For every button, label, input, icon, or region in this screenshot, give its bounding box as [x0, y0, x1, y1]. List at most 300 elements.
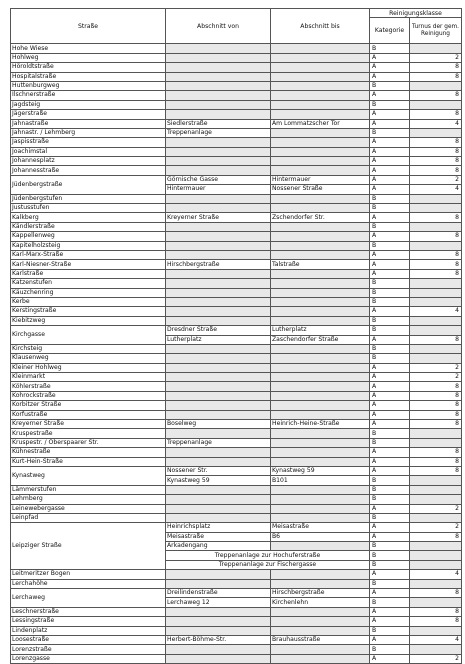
section-note-cell: Treppenanlage zur Hochuferstraße: [166, 551, 370, 560]
street-name-cell: Lerchaweg: [11, 589, 166, 608]
street-name-cell: Lorenzgasse: [11, 654, 166, 663]
category-cell: A: [370, 570, 410, 579]
cleaning-frequency-cell: 2: [410, 654, 462, 663]
section-to-cell: [271, 110, 370, 119]
section-to-cell: Talstraße: [271, 260, 370, 269]
section-to-cell: [271, 429, 370, 438]
cleaning-frequency-cell: [410, 279, 462, 288]
category-cell: B: [370, 241, 410, 250]
section-from-cell: Siedlerstraße: [166, 119, 271, 128]
category-cell: B: [370, 438, 410, 447]
section-from-cell: Dresdner Straße: [166, 326, 271, 335]
street-name-cell: Kynastweg: [11, 466, 166, 485]
section-from-cell: Boselweg: [166, 420, 271, 429]
table-row: [11, 53, 462, 62]
cleaning-frequency-cell: 2: [410, 175, 462, 184]
cleaning-frequency-cell: 2: [410, 363, 462, 372]
section-to-cell: Brauhausstraße: [271, 636, 370, 645]
section-from-cell: Treppenanlage: [166, 128, 271, 137]
cleaning-frequency-cell: [410, 626, 462, 635]
street-name-cell: Klausenweg: [11, 354, 166, 363]
table-row: [11, 297, 462, 306]
cleaning-frequency-cell: 4: [410, 636, 462, 645]
table-row: [11, 326, 462, 335]
section-from-cell: Nossener Str.: [166, 466, 271, 475]
category-cell: A: [370, 401, 410, 410]
table-row: [11, 617, 462, 626]
category-cell: B: [370, 354, 410, 363]
cleaning-frequency-cell: 8: [410, 166, 462, 175]
category-cell: A: [370, 138, 410, 147]
cleaning-frequency-cell: 8: [410, 260, 462, 269]
cleaning-frequency-cell: 8: [410, 589, 462, 598]
cleaning-frequency-cell: 8: [410, 457, 462, 466]
section-from-cell: Heinrichsplatz: [166, 523, 271, 532]
cleaning-frequency-cell: 8: [410, 391, 462, 400]
section-to-cell: [271, 138, 370, 147]
header-turnus: Turnus der gem. Reinigung: [410, 18, 462, 44]
category-cell: A: [370, 91, 410, 100]
cleaning-frequency-cell: 8: [410, 269, 462, 278]
section-to-cell: [271, 654, 370, 663]
cleaning-frequency-cell: 8: [410, 466, 462, 475]
section-from-cell: Lerchaweg 12: [166, 598, 271, 607]
category-cell: A: [370, 166, 410, 175]
street-name-cell: Huttenburgweg: [11, 81, 166, 90]
street-name-cell: Lehmberg: [11, 495, 166, 504]
table-row: [11, 438, 462, 447]
category-cell: A: [370, 607, 410, 616]
section-to-cell: [271, 438, 370, 447]
section-to-cell: [271, 147, 370, 156]
category-cell: B: [370, 316, 410, 325]
header-strasse: Straße: [11, 9, 166, 44]
section-to-cell: [271, 269, 370, 278]
street-name-cell: Kleiner Hohlweg: [11, 363, 166, 372]
cleaning-frequency-cell: [410, 598, 462, 607]
section-to-cell: [271, 44, 370, 53]
category-cell: B: [370, 44, 410, 53]
table-row: [11, 63, 462, 72]
category-cell: A: [370, 157, 410, 166]
street-name-cell: Lämmerstufen: [11, 485, 166, 494]
cleaning-frequency-cell: [410, 241, 462, 250]
section-to-cell: [271, 344, 370, 353]
section-to-cell: B101: [271, 476, 370, 485]
street-name-cell: Leinewebergasse: [11, 504, 166, 513]
street-name-cell: Höroldtstraße: [11, 63, 166, 72]
section-to-cell: [271, 288, 370, 297]
section-to-cell: [271, 194, 370, 203]
category-cell: A: [370, 260, 410, 269]
street-name-cell: Jagdsteig: [11, 100, 166, 109]
cleaning-frequency-cell: 8: [410, 63, 462, 72]
section-from-cell: [166, 410, 271, 419]
section-to-cell: B6: [271, 532, 370, 541]
table-row: [11, 645, 462, 654]
cleaning-frequency-cell: 4: [410, 119, 462, 128]
cleaning-frequency-cell: 8: [410, 72, 462, 81]
category-cell: B: [370, 579, 410, 588]
table-row: [11, 466, 462, 475]
section-from-cell: Hintermauer: [166, 185, 271, 194]
street-name-cell: Loosestraße: [11, 636, 166, 645]
cleaning-frequency-cell: 8: [410, 448, 462, 457]
section-to-cell: [271, 626, 370, 635]
street-name-cell: Jaspisstraße: [11, 138, 166, 147]
category-cell: A: [370, 654, 410, 663]
category-cell: A: [370, 185, 410, 194]
section-from-cell: [166, 222, 271, 231]
cleaning-frequency-cell: [410, 194, 462, 203]
section-to-cell: [271, 157, 370, 166]
street-name-cell: Katzenstufen: [11, 279, 166, 288]
cleaning-frequency-cell: [410, 204, 462, 213]
street-name-cell: Kerstingstraße: [11, 307, 166, 316]
section-to-cell: [271, 241, 370, 250]
section-to-cell: [271, 363, 370, 372]
cleaning-frequency-cell: [410, 222, 462, 231]
table-row: [11, 589, 462, 598]
category-cell: A: [370, 269, 410, 278]
table-row: [11, 523, 462, 532]
category-cell: B: [370, 100, 410, 109]
table-row: [11, 166, 462, 175]
header-abschnitt-bis: Abschnitt bis: [271, 9, 370, 44]
section-from-cell: [166, 391, 271, 400]
cleaning-frequency-cell: 2: [410, 504, 462, 513]
category-cell: B: [370, 513, 410, 522]
street-name-cell: Johannesplatz: [11, 157, 166, 166]
section-from-cell: Herbert-Böhme-Str.: [166, 636, 271, 645]
category-cell: B: [370, 297, 410, 306]
street-name-cell: Jüdenbergstraße: [11, 175, 166, 194]
section-to-cell: [271, 91, 370, 100]
category-cell: A: [370, 523, 410, 532]
section-from-cell: [166, 147, 271, 156]
table-row: [11, 448, 462, 457]
section-to-cell: [271, 354, 370, 363]
cleaning-frequency-cell: 8: [410, 213, 462, 222]
cleaning-frequency-cell: [410, 100, 462, 109]
section-from-cell: [166, 448, 271, 457]
section-from-cell: [166, 269, 271, 278]
category-cell: A: [370, 250, 410, 259]
category-cell: A: [370, 72, 410, 81]
street-name-cell: Leinpfad: [11, 513, 166, 522]
category-cell: B: [370, 495, 410, 504]
section-to-cell: [271, 316, 370, 325]
section-from-cell: [166, 363, 271, 372]
street-name-cell: Korbitzer Straße: [11, 401, 166, 410]
category-cell: A: [370, 617, 410, 626]
table-row: [11, 495, 462, 504]
section-from-cell: [166, 53, 271, 62]
street-name-cell: Kirchgasse: [11, 326, 166, 345]
table-row: [11, 382, 462, 391]
category-cell: A: [370, 232, 410, 241]
street-name-cell: Leipziger Straße: [11, 523, 166, 570]
section-to-cell: [271, 204, 370, 213]
section-from-cell: [166, 495, 271, 504]
cleaning-frequency-cell: 8: [410, 382, 462, 391]
category-cell: B: [370, 326, 410, 335]
table-row: [11, 110, 462, 119]
cleaning-frequency-cell: [410, 485, 462, 494]
category-cell: B: [370, 204, 410, 213]
section-to-cell: [271, 504, 370, 513]
street-name-cell: Kirchsteig: [11, 344, 166, 353]
category-cell: B: [370, 626, 410, 635]
street-name-cell: Leitmeritzer Bogen: [11, 570, 166, 579]
cleaning-frequency-cell: 4: [410, 307, 462, 316]
cleaning-frequency-cell: 2: [410, 53, 462, 62]
cleaning-frequency-cell: [410, 438, 462, 447]
section-from-cell: [166, 166, 271, 175]
category-cell: A: [370, 532, 410, 541]
cleaning-frequency-cell: [410, 579, 462, 588]
section-to-cell: [271, 100, 370, 109]
category-cell: B: [370, 542, 410, 551]
section-from-cell: [166, 316, 271, 325]
section-to-cell: [271, 617, 370, 626]
cleaning-frequency-cell: [410, 495, 462, 504]
cleaning-frequency-cell: 8: [410, 91, 462, 100]
section-to-cell: [271, 579, 370, 588]
cleaning-frequency-cell: [410, 288, 462, 297]
street-name-cell: Kiebitzweg: [11, 316, 166, 325]
cleaning-frequency-cell: 8: [410, 420, 462, 429]
section-from-cell: Treppenanlage: [166, 438, 271, 447]
street-name-cell: Hospitalstraße: [11, 72, 166, 81]
section-to-cell: [271, 53, 370, 62]
section-from-cell: [166, 373, 271, 382]
section-from-cell: [166, 617, 271, 626]
table-row: [11, 100, 462, 109]
table-row: [11, 232, 462, 241]
section-from-cell: [166, 232, 271, 241]
section-to-cell: [271, 495, 370, 504]
section-to-cell: [271, 401, 370, 410]
section-from-cell: [166, 579, 271, 588]
section-from-cell: Hirschbergstraße: [166, 260, 271, 269]
table-row: [11, 250, 462, 259]
table-row: [11, 260, 462, 269]
table-row: [11, 391, 462, 400]
section-from-cell: [166, 485, 271, 494]
cleaning-frequency-cell: 8: [410, 147, 462, 156]
category-cell: A: [370, 457, 410, 466]
section-to-cell: [271, 382, 370, 391]
category-cell: B: [370, 551, 410, 560]
category-cell: B: [370, 598, 410, 607]
cleaning-frequency-cell: [410, 44, 462, 53]
table-row: [11, 373, 462, 382]
street-name-cell: Kühnestraße: [11, 448, 166, 457]
street-name-cell: Kalkberg: [11, 213, 166, 222]
section-from-cell: [166, 250, 271, 259]
cleaning-frequency-cell: 8: [410, 110, 462, 119]
cleaning-frequency-cell: [410, 128, 462, 137]
category-cell: A: [370, 373, 410, 382]
street-name-cell: Karl-Marx-Straße: [11, 250, 166, 259]
section-from-cell: Kreyerner Straße: [166, 213, 271, 222]
category-cell: A: [370, 53, 410, 62]
table-row: [11, 241, 462, 250]
section-to-cell: [271, 297, 370, 306]
street-name-cell: Lerchahöhe: [11, 579, 166, 588]
section-from-cell: [166, 279, 271, 288]
table-row: [11, 157, 462, 166]
section-from-cell: [166, 91, 271, 100]
table-row: [11, 307, 462, 316]
cleaning-frequency-cell: [410, 560, 462, 569]
category-cell: B: [370, 279, 410, 288]
street-name-cell: Kapitelholzsteig: [11, 241, 166, 250]
section-to-cell: Am Lommatzscher Tor: [271, 119, 370, 128]
section-from-cell: [166, 81, 271, 90]
cleaning-frequency-cell: 8: [410, 617, 462, 626]
table-row: [11, 91, 462, 100]
section-from-cell: [166, 204, 271, 213]
street-name-cell: Hohlweg: [11, 53, 166, 62]
street-name-cell: Hohe Wiese: [11, 44, 166, 53]
cleaning-frequency-cell: 4: [410, 185, 462, 194]
section-from-cell: [166, 607, 271, 616]
header-kategorie: Kategorie: [370, 18, 410, 44]
table-row: [11, 485, 462, 494]
section-to-cell: [271, 307, 370, 316]
category-cell: A: [370, 307, 410, 316]
section-to-cell: [271, 279, 370, 288]
street-name-cell: Lorenzstraße: [11, 645, 166, 654]
cleaning-frequency-cell: 8: [410, 401, 462, 410]
section-from-cell: Dreilindenstraße: [166, 589, 271, 598]
table-row: [11, 626, 462, 635]
street-name-cell: Lessingstraße: [11, 617, 166, 626]
section-from-cell: [166, 570, 271, 579]
street-cleaning-table-page: [10, 8, 461, 664]
street-name-cell: Kreyerner Straße: [11, 420, 166, 429]
section-from-cell: [166, 307, 271, 316]
street-name-cell: Jahnastraße: [11, 119, 166, 128]
category-cell: A: [370, 335, 410, 344]
section-to-cell: [271, 250, 370, 259]
section-from-cell: [166, 138, 271, 147]
section-from-cell: Lutherplatz: [166, 335, 271, 344]
cleaning-frequency-cell: [410, 645, 462, 654]
street-name-cell: Kändlerstraße: [11, 222, 166, 231]
cleaning-frequency-cell: [410, 344, 462, 353]
table-row: [11, 279, 462, 288]
street-name-cell: Karl-Niesner-Straße: [11, 260, 166, 269]
table-row: [11, 429, 462, 438]
cleaning-frequency-cell: 8: [410, 410, 462, 419]
section-to-cell: [271, 128, 370, 137]
street-name-cell: Kruspestraße: [11, 429, 166, 438]
table-row: [11, 222, 462, 231]
street-name-cell: Karlstraße: [11, 269, 166, 278]
section-from-cell: [166, 354, 271, 363]
section-from-cell: Meisastraße: [166, 532, 271, 541]
category-cell: A: [370, 448, 410, 457]
section-to-cell: [271, 448, 370, 457]
cleaning-frequency-cell: [410, 476, 462, 485]
street-name-cell: Kappellenweg: [11, 232, 166, 241]
category-cell: B: [370, 485, 410, 494]
table-row: [11, 654, 462, 663]
section-to-cell: [271, 645, 370, 654]
table-row: [11, 607, 462, 616]
cleaning-frequency-cell: 4: [410, 570, 462, 579]
street-name-cell: Justusstufen: [11, 204, 166, 213]
table-row: [11, 579, 462, 588]
section-to-cell: Heinrich-Heine-Straße: [271, 420, 370, 429]
cleaning-frequency-cell: 2: [410, 373, 462, 382]
table-row: [11, 128, 462, 137]
table-row: [11, 504, 462, 513]
section-to-cell: Kynastweg 59: [271, 466, 370, 475]
section-to-cell: [271, 607, 370, 616]
cleaning-frequency-cell: 8: [410, 607, 462, 616]
category-cell: B: [370, 194, 410, 203]
section-to-cell: Hirschbergstraße: [271, 589, 370, 598]
category-cell: B: [370, 222, 410, 231]
section-to-cell: [271, 63, 370, 72]
category-cell: A: [370, 363, 410, 372]
cleaning-frequency-cell: [410, 81, 462, 90]
section-from-cell: Görnische Gasse: [166, 175, 271, 184]
section-from-cell: [166, 513, 271, 522]
category-cell: B: [370, 476, 410, 485]
section-to-cell: [271, 166, 370, 175]
section-from-cell: [166, 504, 271, 513]
table-row: [11, 420, 462, 429]
table-row: [11, 363, 462, 372]
cleaning-frequency-cell: [410, 551, 462, 560]
category-cell: A: [370, 382, 410, 391]
category-cell: B: [370, 560, 410, 569]
street-name-cell: Joachimstal: [11, 147, 166, 156]
section-to-cell: Nossener Straße: [271, 185, 370, 194]
section-to-cell: [271, 542, 370, 551]
cleaning-frequency-cell: [410, 297, 462, 306]
table-row: [11, 119, 462, 128]
category-cell: A: [370, 420, 410, 429]
cleaning-frequency-cell: 8: [410, 157, 462, 166]
section-from-cell: [166, 100, 271, 109]
category-cell: B: [370, 429, 410, 438]
cleaning-frequency-cell: 8: [410, 138, 462, 147]
street-cleaning-table: [10, 8, 462, 664]
category-cell: A: [370, 147, 410, 156]
street-name-cell: Köhlerstraße: [11, 382, 166, 391]
section-from-cell: [166, 429, 271, 438]
street-name-cell: Korfustraße: [11, 410, 166, 419]
table-row: [11, 194, 462, 203]
section-from-cell: [166, 401, 271, 410]
section-to-cell: [271, 81, 370, 90]
section-from-cell: [166, 72, 271, 81]
cleaning-frequency-cell: [410, 326, 462, 335]
section-to-cell: [271, 457, 370, 466]
street-name-cell: Jüdenbergstufen: [11, 194, 166, 203]
category-cell: B: [370, 645, 410, 654]
section-to-cell: [271, 232, 370, 241]
header-abschnitt-von: Abschnitt von: [166, 9, 271, 44]
category-cell: A: [370, 636, 410, 645]
street-name-cell: Johannesstraße: [11, 166, 166, 175]
